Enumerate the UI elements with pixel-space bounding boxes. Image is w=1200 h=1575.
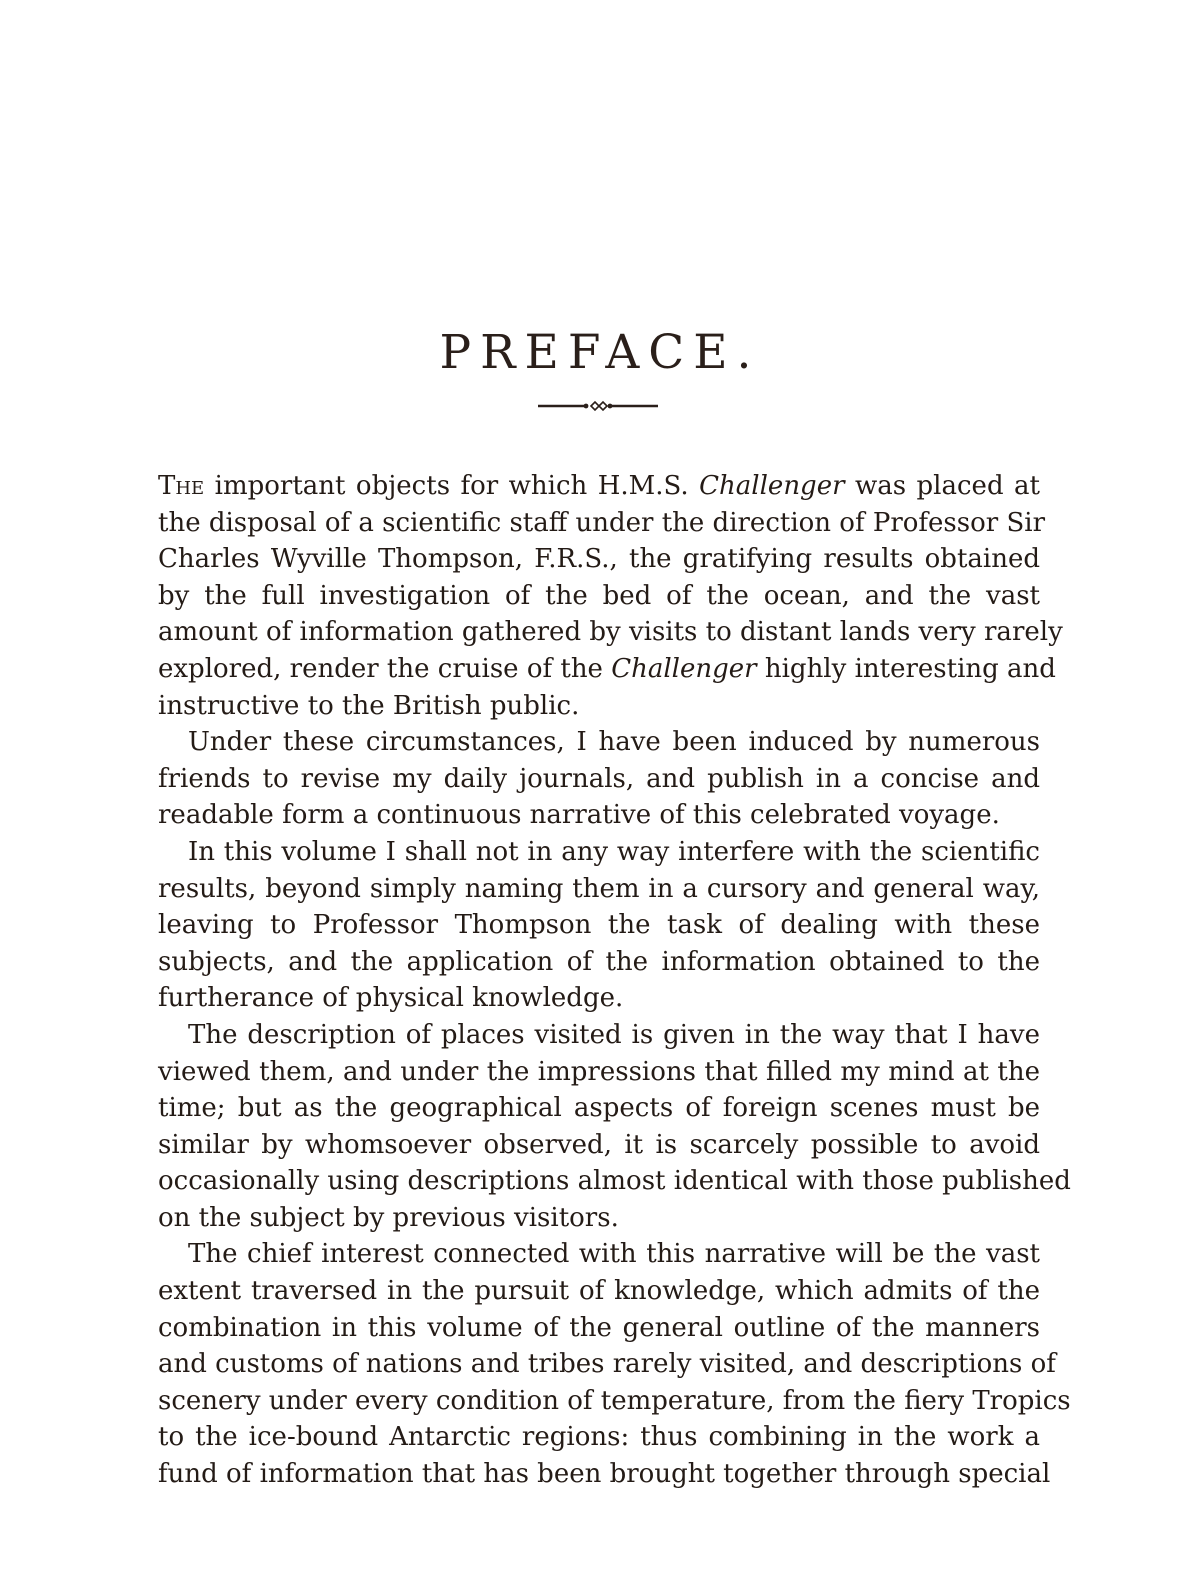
line-text: leaving to Professor Thompson the task of dealing with these [158,910,1040,941]
text-line [158,1419,1040,1456]
text-line [158,724,1040,761]
line-text: extent traversed in the pursuit of knowledge, which admits of the [158,1276,1040,1307]
line-text: the disposal of a scientific staff under the direction of Professor Sir [158,507,1046,538]
text-line [158,688,1040,725]
text-line [158,871,1040,908]
line-text: combination in this volume of the general outline of the manners [158,1312,1040,1343]
line-text: occasionally using descriptions almost identical with those published [158,1166,1071,1197]
text-line [158,1200,1040,1237]
text-line [158,980,1040,1017]
page-title: PREFACE. [439,325,761,381]
text-line [158,541,1040,578]
text-line [158,761,1040,798]
text-line [158,468,1040,505]
line-text: results, beyond simply naming them in a cursory and general way, [158,873,1040,904]
line-text: fund of information that has been brought together through special [158,1459,1051,1490]
paragraph [158,724,1040,834]
line-text: explored, render the cruise of the [158,653,612,684]
line-text: friends to revise my daily journals, and publish in a concise and [158,763,1040,794]
text-line [158,834,1040,871]
preface-body [158,468,1071,1493]
line-text: and customs of nations and tribes rarely visited, and descriptions of [158,1349,1056,1380]
line-text: subjects, and the application of the information obtained to the [158,946,1040,977]
text-line [158,505,1046,542]
text-line [158,578,1040,615]
line-text: time; but as the geographical aspects of foreign scenes must be [158,1093,1040,1124]
line-tail: was placed at [844,471,1040,501]
line-text: The description of places visited is given in the way that I have [188,1019,1040,1050]
line-text: to the ice-bound Antarctic regions: thus combining in the work a [158,1422,1040,1453]
ship-name: Challenger [611,653,757,684]
paragraph [158,468,1063,724]
horizontal-rule-ornament-icon [538,398,658,414]
line-text: instructive to the British public. [158,690,580,721]
text-line [158,614,1063,651]
drop-word: The [158,471,205,501]
text-line [158,907,1040,944]
text-line [158,1273,1040,1310]
line-text: furtherance of physical knowledge. [158,983,624,1014]
paragraph [158,1017,1071,1237]
line-text: readable form a continuous narrative of this celebrated voyage. [158,800,1000,831]
text-line [158,1456,1051,1493]
text-line [158,1310,1040,1347]
paragraph [158,834,1040,1017]
line-text: on the subject by previous visitors. [158,1202,619,1233]
line-tail: highly interesting and [756,653,1056,684]
line-text: similar by whomsoever observed, it is scarcely possible to avoid [158,1129,1040,1160]
line-text: by the full investigation of the bed of the ocean, and the vast [158,580,1040,611]
ship-name: Challenger [699,471,845,501]
line-text: The chief interest connected with this narrative will be the vast [188,1239,1040,1270]
text-line [158,1017,1040,1054]
text-line [158,1346,1056,1383]
paragraph [158,1236,1071,1492]
line-text: viewed them, and under the impressions that filled my mind at the [158,1056,1040,1087]
line-text: In this volume I shall not in any way interfere with the scientific [188,836,1040,867]
line-text: Charles Wyville Thompson, F.R.S., the gratifying results obtained [158,544,1040,575]
text-line [158,797,1040,834]
line-text: Under these circumstances, I have been induced by numerous [188,727,1040,758]
text-line [158,651,1056,688]
text-line [158,1236,1040,1273]
line-text: important objects for which H.M.S. [204,471,700,501]
text-line [158,1383,1071,1420]
text-line [158,1054,1040,1091]
text-line [158,1163,1071,1200]
text-line [158,944,1040,981]
text-line [158,1090,1040,1127]
line-text: scenery under every condition of temperature, from the fiery Tropics [158,1385,1071,1416]
line-text: amount of information gathered by visits to distant lands very rarely [158,617,1063,648]
text-line [158,1127,1040,1164]
